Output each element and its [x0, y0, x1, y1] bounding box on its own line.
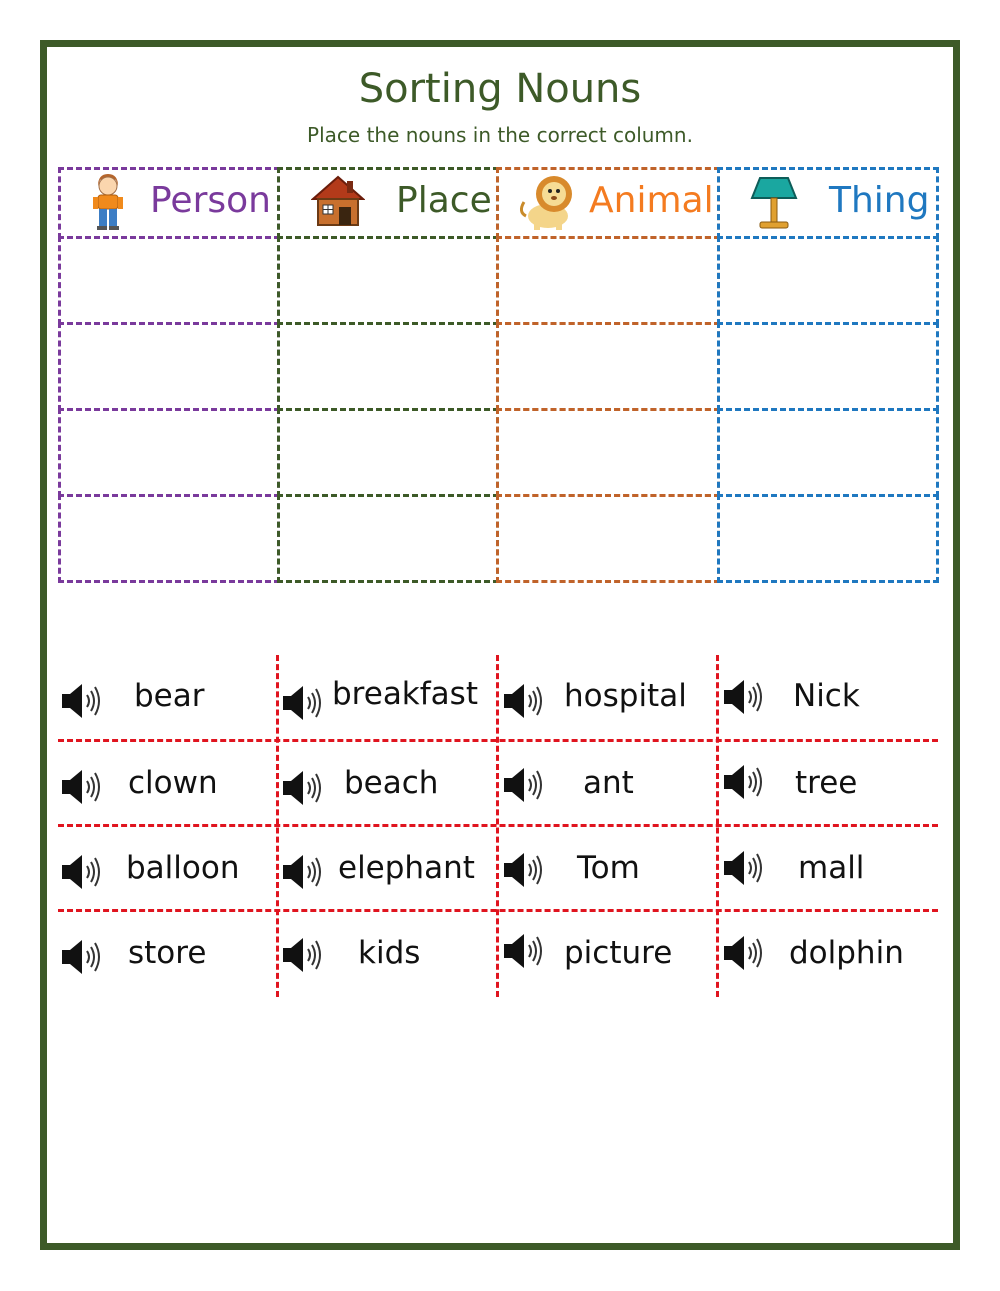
drop-zone-place-1[interactable] — [277, 236, 499, 325]
speaker-icon[interactable] — [502, 681, 546, 721]
drop-zone-animal-2[interactable] — [496, 322, 720, 411]
column-label-place: Place — [396, 180, 492, 221]
word-card-label: Nick — [793, 678, 860, 714]
drop-zone-animal-4[interactable] — [496, 494, 720, 583]
drop-zone-person-1[interactable] — [58, 236, 280, 325]
word-card-label: bear — [134, 678, 205, 714]
drop-zone-thing-1[interactable] — [717, 236, 939, 325]
speaker-icon[interactable] — [60, 767, 104, 807]
speaker-icon[interactable] — [281, 768, 325, 808]
drop-zone-animal-1[interactable] — [496, 236, 720, 325]
word-card-label: clown — [128, 765, 218, 801]
word-card-label: kids — [358, 935, 421, 971]
speaker-icon[interactable] — [722, 848, 766, 888]
house-icon — [311, 175, 365, 227]
speaker-icon[interactable] — [502, 765, 546, 805]
word-card-label: elephant — [338, 850, 475, 886]
drop-zone-person-4[interactable] — [58, 494, 280, 583]
column-label-animal: Animal — [589, 180, 714, 221]
drop-zone-thing-2[interactable] — [717, 322, 939, 411]
lamp-icon — [750, 174, 798, 232]
word-card-label: store — [128, 935, 207, 971]
lion-icon — [516, 172, 578, 232]
column-label-person: Person — [150, 180, 271, 221]
word-card-label: dolphin — [789, 935, 904, 971]
speaker-icon[interactable] — [722, 677, 766, 717]
boy-icon — [88, 172, 128, 232]
speaker-icon[interactable] — [60, 852, 104, 892]
speaker-icon[interactable] — [722, 933, 766, 973]
word-card-label: mall — [798, 850, 865, 886]
word-card-label: hospital — [564, 678, 687, 714]
drop-zone-place-4[interactable] — [277, 494, 499, 583]
speaker-icon[interactable] — [281, 935, 325, 975]
word-card-label: balloon — [126, 850, 240, 886]
word-card-label: beach — [344, 765, 439, 801]
drop-zone-thing-4[interactable] — [717, 494, 939, 583]
speaker-icon[interactable] — [60, 937, 104, 977]
speaker-icon[interactable] — [502, 931, 546, 971]
word-bank-divider — [58, 824, 938, 827]
word-card-label: breakfast — [332, 676, 478, 712]
drop-zone-person-3[interactable] — [58, 408, 280, 497]
word-card-label: Tom — [577, 850, 640, 886]
instruction-text: Place the nouns in the correct column. — [307, 123, 693, 147]
word-card-label: tree — [795, 765, 858, 801]
drop-zone-person-2[interactable] — [58, 322, 280, 411]
drop-zone-animal-3[interactable] — [496, 408, 720, 497]
speaker-icon[interactable] — [281, 683, 325, 723]
word-card-label: picture — [564, 935, 673, 971]
word-card-label: ant — [583, 765, 634, 801]
speaker-icon[interactable] — [722, 762, 766, 802]
speaker-icon[interactable] — [502, 850, 546, 890]
page-title: Sorting Nouns — [358, 66, 642, 112]
drop-zone-thing-3[interactable] — [717, 408, 939, 497]
column-label-thing: Thing — [829, 180, 930, 221]
word-bank-divider — [58, 739, 938, 742]
word-bank-divider — [58, 909, 938, 912]
drop-zone-place-3[interactable] — [277, 408, 499, 497]
drop-zone-place-2[interactable] — [277, 322, 499, 411]
speaker-icon[interactable] — [60, 681, 104, 721]
speaker-icon[interactable] — [281, 852, 325, 892]
